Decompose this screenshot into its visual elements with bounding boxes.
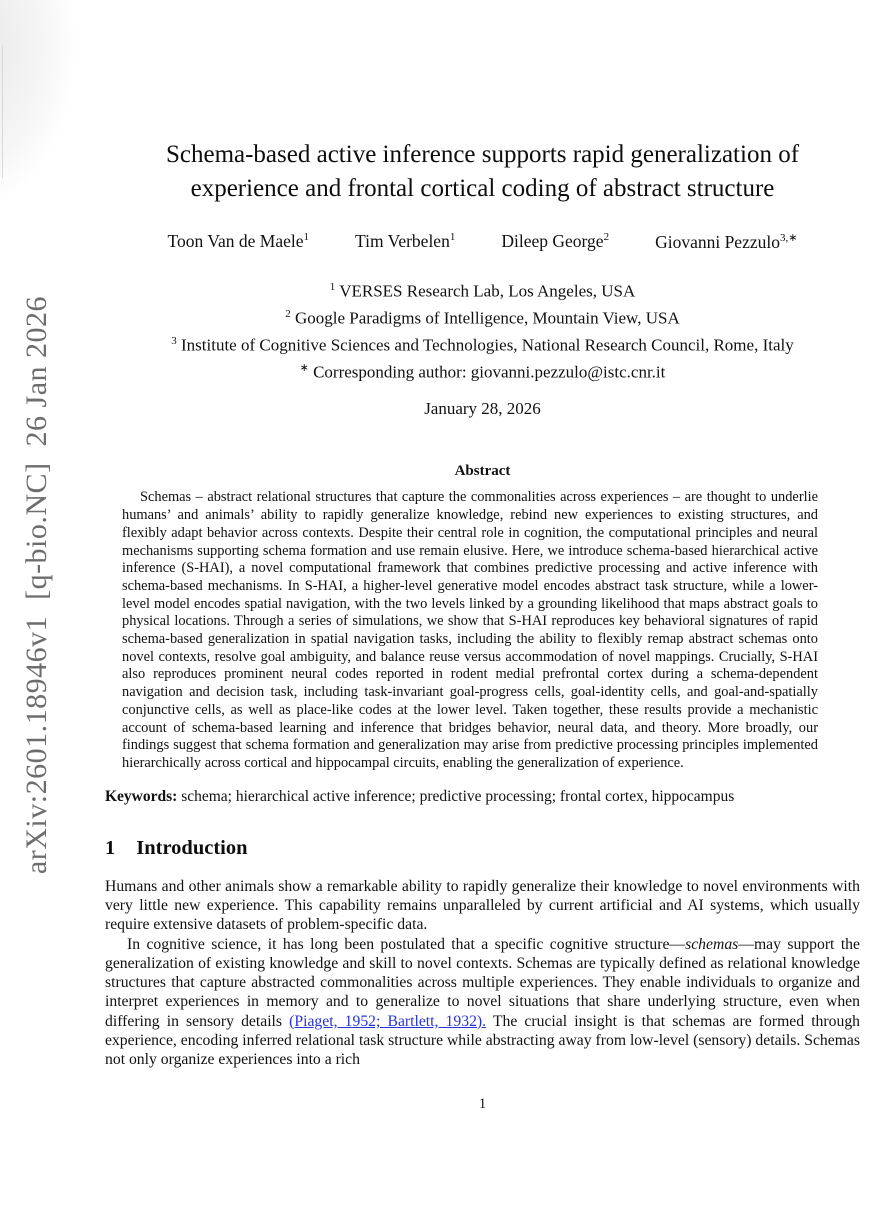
abstract-text: Schemas – abstract relational structures that capture the commonalities across experiences – are thought to underlie humans’ and animals’ ability to rapidly generalize knowledge, rebind new experiences to existing structures, and flexibly adapt behavior across contexts. Despite their central role in cognition, the computational principles and neural mechanisms supporting schema formation and use remain elusive. Here, we introduce schema-based hierarchical active inference (S-HAI), a novel computational framework that combines predictive processing and active inference with schema-based mechanisms. In S-HAI, a higher-level generative model encodes abstract task structure, while a lower-level model encodes spatial navigation, with the two levels linked by a grounding likelihood that maps abstract goals to physical locations. Through a series of simulations, we show that S-HAI reproduces key behavioral signatures of rapid schema-based generalization in spatial navigation tasks, including the ability to flexibly remap abstract schemas onto novel contexts, resolve goal ambiguity, and balance reuse versus accommodation of novel mappings. Crucially, S-HAI also reproduces prominent neural codes reported in rodent medial prefrontal cortex during a schema-dependent navigation and decision task, including task-invariant goal-progress cells, goal-identity cells, and goal-and-spatially conjunctive cells, as well as place-like codes at the lower level. Taken together, these results provide a mechanistic account of schema-based learning and inference that bridges behavior, neural data, and theory. More broadly, our findings suggest that schema formation and generalization may arise from predictive processing principles implemented hierarchically across cortical and hippocampal circuits, enabling the generalization of experience. [122,489,818,771]
affiliation-list [105,276,860,385]
page-curl-decoration [0,0,95,230]
paper-title-line1: Schema-based active inference supports rapid generalization of [165,141,800,168]
arxiv-watermark: arXiv:2601.18946v1 [q-bio.NC] 26 Jan 2026 [20,295,53,875]
page-number: 1 [478,1096,487,1112]
citation-link-piaget-bartlett[interactable]: (Piaget, 1952; Bartlett, 1932). [289,1012,487,1030]
paper-date: January 28, 2026 [424,399,541,419]
keywords-label: Keywords: [105,787,178,805]
paper-title [105,138,860,206]
abstract-heading: Abstract [454,463,511,480]
author-name: Dileep George$^2$ [501,231,610,251]
keywords-line [105,787,860,806]
author-name: Giovanni Pezzulo$^{3,∗}$ [655,231,798,252]
affiliation-line: $^3$ Institute of Cognitive Sciences and Technologies, National Research Council, Rome, Italy [171,335,794,355]
author-affiliation-mark: 3,∗ [779,232,798,244]
page-curl-edge [2,45,3,178]
corresponding-author-line: ∗ Corresponding author: giovanni.pezzulo@istc.cnr.it [299,362,666,382]
affiliation-line: $^2$ Google Paradigms of Intelligence, Mountain View, USA [285,307,680,328]
intro-paragraph-1: Humans and other animals show a remarkable ability to rapidly generalize their knowledge to novel environments with very little new experience. This capability remains unparalleled by current artificial and AI systems, which usually require extensive datasets of problem-specific data. [105,877,860,934]
intro-paragraph-2: In cognitive science, it has long been postulated that a specific cognitive structure—schemas—may support the generalization of existing knowledge and skill to novel contexts. Schemas are typically defined as relational knowledge structures that capture abstracted commonalities across multiple experiences. They enable individuals to organize and interpret experiences in memory and to generalize to novel situations that share underlying structure, even when differing in sensory details (Piaget, 1952; Bartlett, 1932). The crucial insight is that schemas are formed through experience, encoding inferred relational task structure while abstracting away from low-level (sensory) details. Schemas not only organize experiences into a rich [105,935,861,1069]
paper-content [105,0,860,1070]
author-affiliation-mark: 1 [449,231,456,244]
author-affiliation-mark: 1 [303,231,310,244]
emphasized-term-schemas: schemas [685,935,739,953]
author-list [105,231,860,253]
affiliation-line: $^1$ VERSES Research Lab, Los Angeles, USA [329,280,636,301]
author-name: Tim Verbelen$^1$ [355,231,456,251]
introduction-body [105,877,860,1070]
author-name: Toon Van de Maele$^1$ [167,231,310,251]
author-affiliation-mark: 2 [603,231,610,244]
paper-title-line2: experience and frontal cortical coding of abstract structure [190,175,775,202]
section-title: Introduction [136,836,248,859]
section-heading-introduction [105,837,860,860]
section-number: 1 [105,836,116,859]
keywords-text: schema; hierarchical active inference; predictive processing; frontal cortex, hippocampus [177,787,735,805]
